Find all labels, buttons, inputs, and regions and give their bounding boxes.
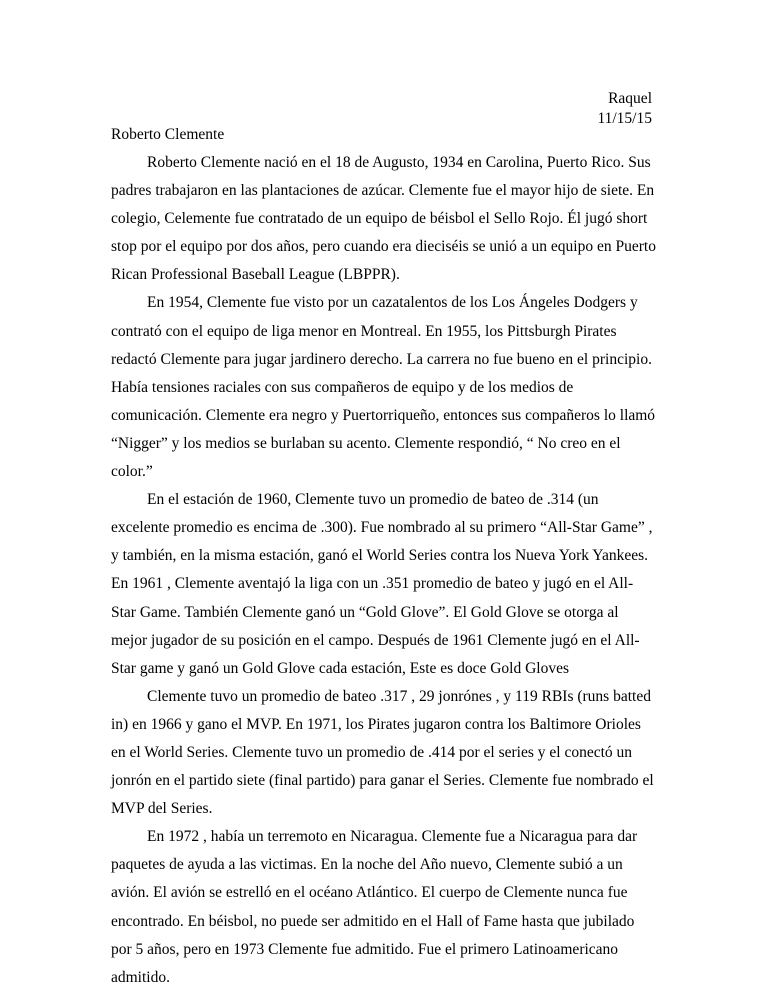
- document-date: 11/15/15: [597, 110, 652, 127]
- document-title: Roberto Clemente: [111, 126, 225, 143]
- paragraph-3: En el estación de 1960, Clemente tuvo un promedio de bateo de .314 (un excelente promedio es encima de .300). Fue nombrado al su primero “All-Star Game” , y también, en la misma estación, ganó el World Series contra los Nueva York Yankees. En 1961 , Clemente aventajó la liga con un .351 promedio de bateo y jugó en el All-Star Game. También Clemente ganó un “Gold Glove”. El Gold Glove se otorga al mejor jugador de su posición en el campo. Después de 1961 Clemente jugó en el All-Star game y ganó un Gold Glove cada estación, Este es doce Gold Gloves: [111, 491, 653, 677]
- paragraph-1: Roberto Clemente nació en el 18 de Augusto, 1934 en Carolina, Puerto Rico. Sus padres trabajaron en las plantaciones de azúcar. Clemente fue el mayor hijo de siete. En colegio, Celemente fue contratado de un equipo de béisbol el Sello Rojo. Él jugó short stop por el equipo por dos años, pero cuando era dieciséis se unió a un equipo en Puerto Rican Professional Baseball League (LBPPR).: [111, 154, 656, 284]
- document-body: [111, 149, 657, 992]
- paragraph-2: En 1954, Clemente fue visto por un cazatalentos de los Los Ángeles Dodgers y contrató con el equipo de liga menor en Montreal. En 1955, los Pittsburgh Pirates redactó Clemente para jugar jardinero derecho. La carrera no fue bueno en el principio. Había tensiones raciales con sus compañeros de equipo y de los medios de comunicación. Clemente era negro y Puertorriqueño, entonces sus compañeros lo llamó “Nigger” y los medios se burlaban su acento. Clemente respondió, “ No creo en el color.”: [111, 294, 656, 481]
- header-block: [597, 89, 652, 129]
- paragraph-4: Clemente tuvo un promedio de bateo .317 , 29 jonrónes , y 119 RBIs (runs batted in) en 1966 y gano el MVP. En 1971, los Pirates jugaron contra los Baltimore Orioles en el World Series. Clemente tuvo un promedio de .414 por el series y el conectó un jonrón en el partido siete (final partido) para ganar el Series. Clemente fue nombrado el MVP del Series.: [111, 687, 654, 818]
- paragraph-5: En 1972 , había un terremoto en Nicaragua. Clemente fue a Nicaragua para dar paquetes de ayuda a las victimas. En la noche del Año nuevo, Clemente subió a un avión. El avión se estrelló en el océano Atlántico. El cuerpo de Clemente nunca fue encontrado. En béisbol, no puede ser admitido en el Hall of Fame hasta que jubilado por 5 años, pero en 1973 Clemente fue admitido. Fue el primero Latinoamericano admitido.: [111, 828, 638, 986]
- author-name: Raquel: [608, 90, 652, 107]
